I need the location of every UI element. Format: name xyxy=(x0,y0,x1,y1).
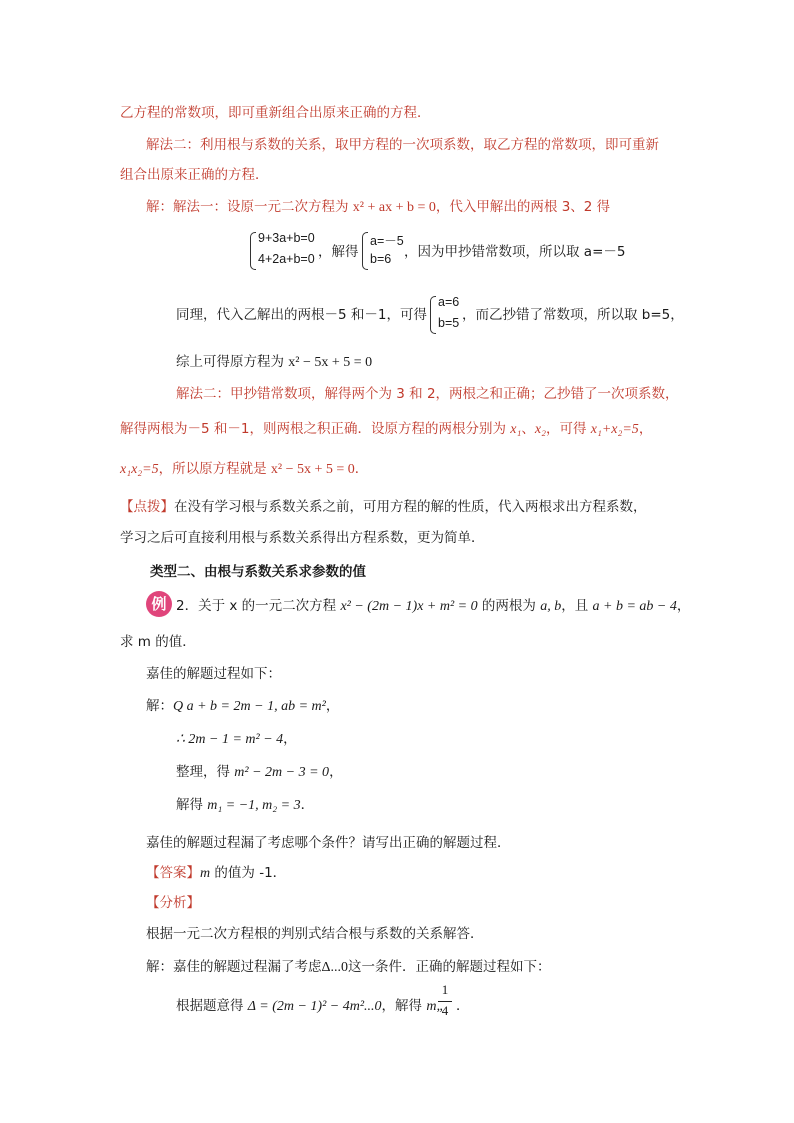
text-line: 解法二：甲抄错常数项，解得两个为 3 和 2，两根之和正确；乙抄错了一次项系数， xyxy=(176,386,679,402)
text-span: 的值为 -1． xyxy=(210,865,287,881)
text-span: 这一条件．正确的解题过程如下： xyxy=(348,959,551,975)
text-span: ，可得 xyxy=(545,421,591,437)
text-span: 根据题意得 xyxy=(176,998,248,1014)
text-span: 综上可得原方程为 xyxy=(176,354,289,370)
text-span: ． xyxy=(354,461,369,477)
text-span: 解得 xyxy=(176,797,208,813)
math-expression: x₁ xyxy=(510,422,522,437)
text-line: 学习之后可直接利用根与系数关系得出方程系数，更为简单． xyxy=(120,530,485,546)
text-span: ， xyxy=(325,698,340,714)
question-text: 嘉佳的解题过程漏了考虑哪个条件？请写出正确的解题过程． xyxy=(146,835,511,851)
math-expression: x² + ax + b = 0 xyxy=(352,200,436,215)
math-expression: m„ xyxy=(426,999,445,1014)
text-span: ． xyxy=(456,998,470,1014)
text-span: 的两根为 xyxy=(477,598,541,614)
text-span: 解得两根为－5 和－1，则两根之积正确．设原方程的两根分别为 xyxy=(120,421,511,437)
system-row: b=6 xyxy=(370,252,392,266)
math-expression: x² − 5x + 5 = 0 xyxy=(288,355,373,370)
math-expression: m² − 2m − 3 = 0 xyxy=(234,765,330,780)
math-expression: Q a + b = 2m − 1, ab = m² xyxy=(173,699,326,714)
text-line xyxy=(120,420,652,439)
tip-paragraph xyxy=(120,498,647,516)
text-span: ， xyxy=(676,598,691,614)
text-span: ，代入甲解出的两根 3、2 得 xyxy=(435,199,611,215)
solution-line xyxy=(146,958,551,977)
text-span: 解：解法一：设原一元二次方程为 xyxy=(146,199,353,215)
fraction-numerator: 1 xyxy=(441,982,449,997)
text-span: ，解得 xyxy=(318,244,359,260)
math-expression: Δ...0 xyxy=(321,960,349,975)
answer-line xyxy=(146,864,286,883)
system-row: a=6 xyxy=(438,295,460,309)
text-span: 解： xyxy=(146,698,173,714)
text-span: ，而乙抄错了常数项，所以取 b=5， xyxy=(462,307,684,323)
solution-step xyxy=(146,697,339,716)
text-line xyxy=(176,597,690,616)
text-line: 组合出原来正确的方程． xyxy=(120,167,269,183)
example-badge: 例 xyxy=(146,591,172,617)
math-expression: x₂ xyxy=(534,422,546,437)
text-line xyxy=(176,353,372,372)
section-heading: 类型二、由根与系数关系求参数的值 xyxy=(150,564,366,580)
text-line: 嘉佳的解题过程如下： xyxy=(146,666,281,682)
system-row: 4+2a+b=0 xyxy=(258,252,315,266)
math-expression: x² − (2m − 1)x + m² = 0 xyxy=(340,599,478,614)
brace-icon xyxy=(430,296,436,334)
math-expression: Δ = (2m − 1)² − 4m²...0 xyxy=(247,999,382,1014)
solution-step xyxy=(176,763,343,782)
text-line xyxy=(120,460,368,479)
text-line: 解法二：利用根与系数的关系，取甲方程的一次项系数，取乙方程的常数项，即可重新 xyxy=(146,137,659,153)
text-span: 在没有学习根与系数关系之前，可用方程的解的性质，代入两根求出方程系数， xyxy=(174,499,647,515)
math-expression: m₁ = −1, m₂ = 3 xyxy=(207,798,301,813)
text-span: 同理，代入乙解出的两根－5 和－1，可得 xyxy=(176,307,427,323)
text-span: ， xyxy=(329,764,343,780)
math-expression: x² − 5x + 5 = 0 xyxy=(270,462,355,477)
text-span: 2．关于 x 的一元二次方程 xyxy=(176,598,341,614)
brace-icon xyxy=(250,232,256,270)
math-expression: x₁x₂=5 xyxy=(120,462,159,477)
text-line: 求 m 的值． xyxy=(120,634,196,650)
system-row: b=5 xyxy=(438,316,460,330)
text-span: ，所以原方程就是 xyxy=(158,461,271,477)
math-expression: a + b = ab − 4 xyxy=(592,599,677,614)
text-span: ，因为甲抄错常数项，所以取 a=－5 xyxy=(404,244,626,260)
text-span: ，且 xyxy=(561,598,593,614)
math-expression: x₁+x₂=5 xyxy=(590,422,639,437)
text-span: ， xyxy=(283,731,297,747)
math-expression: ∴ 2m − 1 = m² − 4 xyxy=(176,732,284,747)
text-span: 、 xyxy=(521,421,535,437)
tip-label: 【点拨】 xyxy=(120,499,174,515)
text-span: ， xyxy=(638,421,653,437)
math-expression: a, b xyxy=(540,599,562,614)
solution-step xyxy=(176,730,297,749)
analysis-label: 【分析】 xyxy=(146,895,200,911)
system-row: a=－5 xyxy=(370,234,404,248)
math-expression: m xyxy=(200,866,211,881)
solution-step xyxy=(176,796,314,815)
system-row: 9+3a+b=0 xyxy=(258,231,315,245)
text-line xyxy=(146,198,610,217)
solution-line xyxy=(176,997,444,1016)
fraction-bar xyxy=(438,1001,452,1002)
fraction-denominator: 4 xyxy=(441,1003,449,1018)
brace-icon xyxy=(362,232,368,270)
text-span: 解：嘉佳的解题过程漏了考虑 xyxy=(146,959,322,975)
text-span: ，解得 xyxy=(381,998,427,1014)
text-span: 整理，得 xyxy=(176,764,235,780)
analysis-text: 根据一元二次方程根的判别式结合根与系数的关系解答． xyxy=(146,926,484,942)
text-span: ． xyxy=(300,797,315,813)
text-line: 乙方程的常数项，即可重新组合出原来正确的方程． xyxy=(120,105,431,121)
answer-label: 【答案】 xyxy=(146,865,200,881)
